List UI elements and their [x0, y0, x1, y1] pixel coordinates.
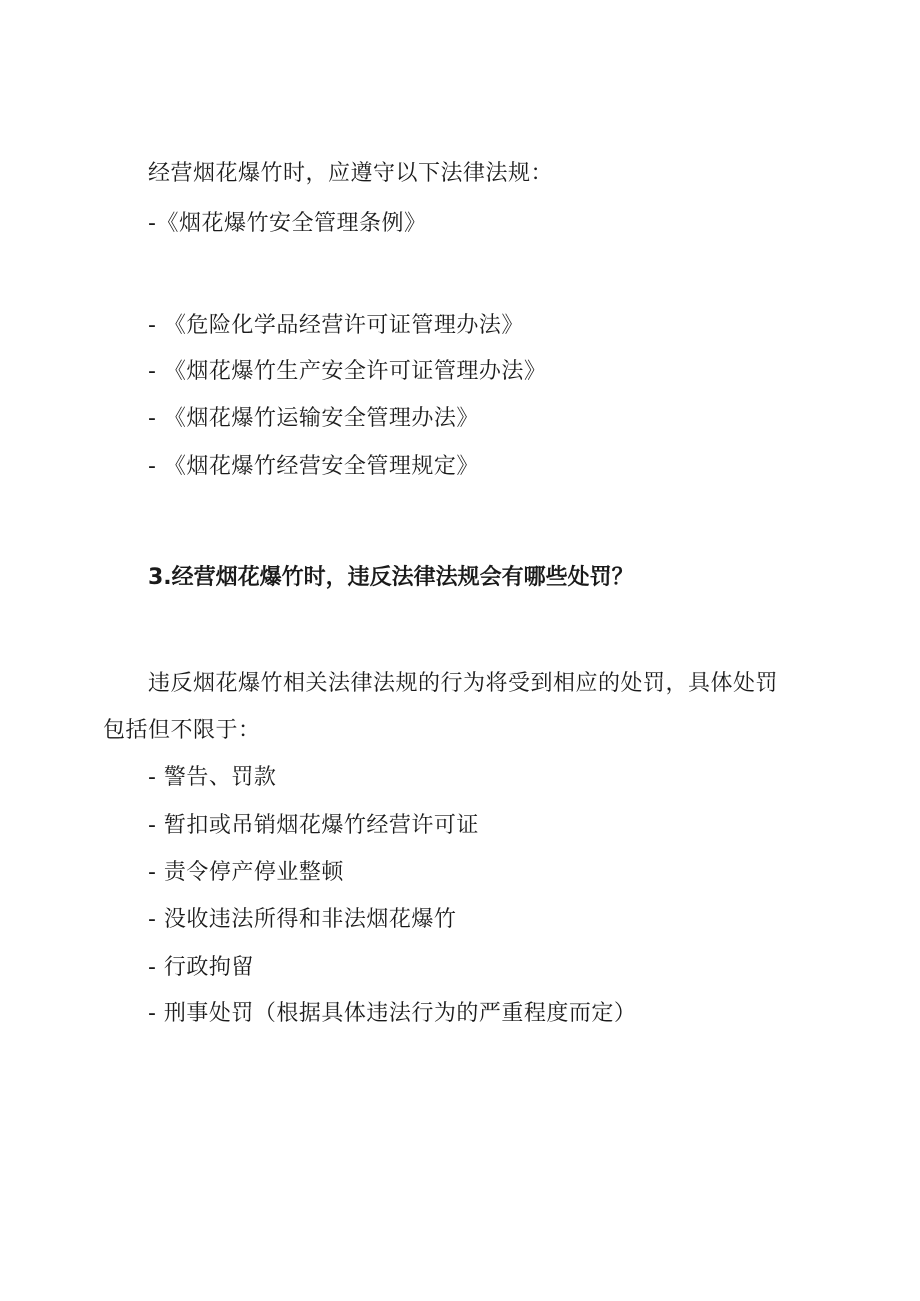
law-item: -《烟花爆竹安全管理条例》: [148, 211, 427, 236]
law-item: - 《烟花爆竹运输安全管理办法》: [148, 406, 479, 431]
penalty-item: - 暂扣或吊销烟花爆竹经营许可证: [148, 813, 479, 838]
penalty-item: - 责令停产停业整顿: [148, 860, 344, 885]
laws-intro: 经营烟花爆竹时，应遵守以下法律法规：: [148, 161, 554, 186]
penalty-item: - 警告、罚款: [148, 765, 277, 790]
law-item: - 《烟花爆竹生产安全许可证管理办法》: [148, 359, 547, 384]
law-item: - 《烟花爆竹经营安全管理规定》: [148, 454, 479, 479]
penalty-item: - 行政拘留: [148, 955, 254, 980]
penalty-item: - 刑事处罚（根据具体违法行为的严重程度而定）: [148, 1001, 637, 1026]
paragraph-line: 包括但不限于：: [103, 718, 261, 743]
law-item: - 《危险化学品经营许可证管理办法》: [148, 313, 524, 338]
section-heading: 3.经营烟花爆竹时，违反法律法规会有哪些处罚？: [148, 565, 634, 590]
paragraph-line: 违反烟花爆竹相关法律法规的行为将受到相应的处罚，具体处罚: [148, 671, 779, 696]
penalty-item: - 没收违法所得和非法烟花爆竹: [148, 907, 457, 932]
